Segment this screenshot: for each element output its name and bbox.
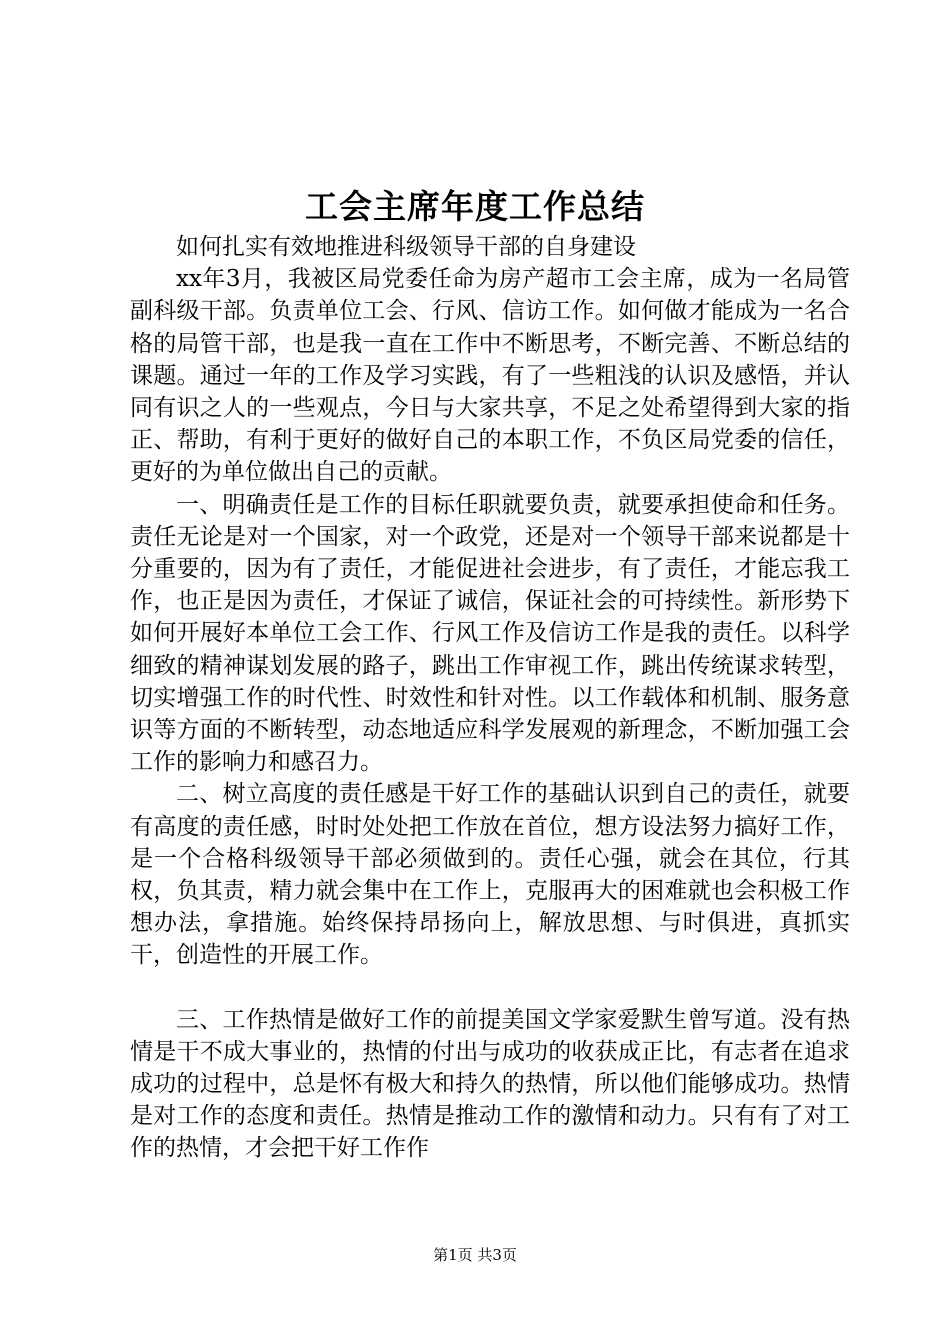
paragraph-section-2: 二、树立高度的责任感是干好工作的基础认识到自己的责任，就要有高度的责任感，时时处处把工作放在首位，想方设法努力搞好工作，是一个合格科级领导干部必须做到的。责任心强，就会在其位，行其权，负其责，精力就会集中在工作上，克服再大的困难就也会积极工作想办法，拿措施。始终保持昂扬向上，解放思想、与时俱进，真抓实干，创造性的开展工作。 — [130, 781, 850, 969]
paragraph-gap — [130, 972, 850, 1004]
paragraph-section-3: 三、工作热情是做好工作的前提美国文学家爱默生曾写道。没有热情是干不成大事业的，热情的付出与成功的收获成正比，有志者在追求成功的过程中，总是怀有极大和持久的热情，所以他们能够成功。热情是对工作的态度和责任。热情是推动工作的激情和动力。只有有了对工作的热情，才会把干好工作作 — [130, 1006, 850, 1162]
page-footer: 第1页 共3页 — [433, 1246, 517, 1264]
paragraph-intro: xx年3月，我被区局党委任命为房产超市工会主席，成为一名局管副科级干部。负责单位工会、行风、信访工作。如何做才能成为一名合格的局管干部，也是我一直在工作中不断思考，不断完善、不断总结的课题。通过一年的工作及学习实践，有了一些粗浅的认识及感悟，并认同有识之人的一些观点，今日与大家共享，不足之处希望得到大家的指正、帮助，有利于更好的做好自己的本职工作，不负区局党委的信任，更好的为单位做出自己的贡献。 — [130, 266, 850, 486]
document-body — [130, 231, 850, 1165]
paragraph-section-1: 一、明确责任是工作的目标任职就要负责，就要承担使命和任务。责任无论是对一个国家，对一个政党，还是对一个领导干部来说都是十分重要的，因为有了责任，才能促进社会进步，有了责任，才能忘我工作，也正是因为责任，才保证了诚信，保证社会的可持续性。新形势下如何开展好本单位工会工作、行风工作及信访工作是我的责任。以科学细致的精神谋划发展的路子，跳出工作审视工作，跳出传统谋求转型，切实增强工作的时代性、时效性和针对性。以工作载体和机制、服务意识等方面的不断转型，动态地适应科学发展观的新理念，不断加强工会工作的影响力和感召力。 — [130, 491, 850, 776]
document-subtitle: 如何扎实有效地推进科级领导干部的自身建设 — [176, 234, 636, 260]
document-title: 工会主席年度工作总结 — [305, 187, 645, 226]
